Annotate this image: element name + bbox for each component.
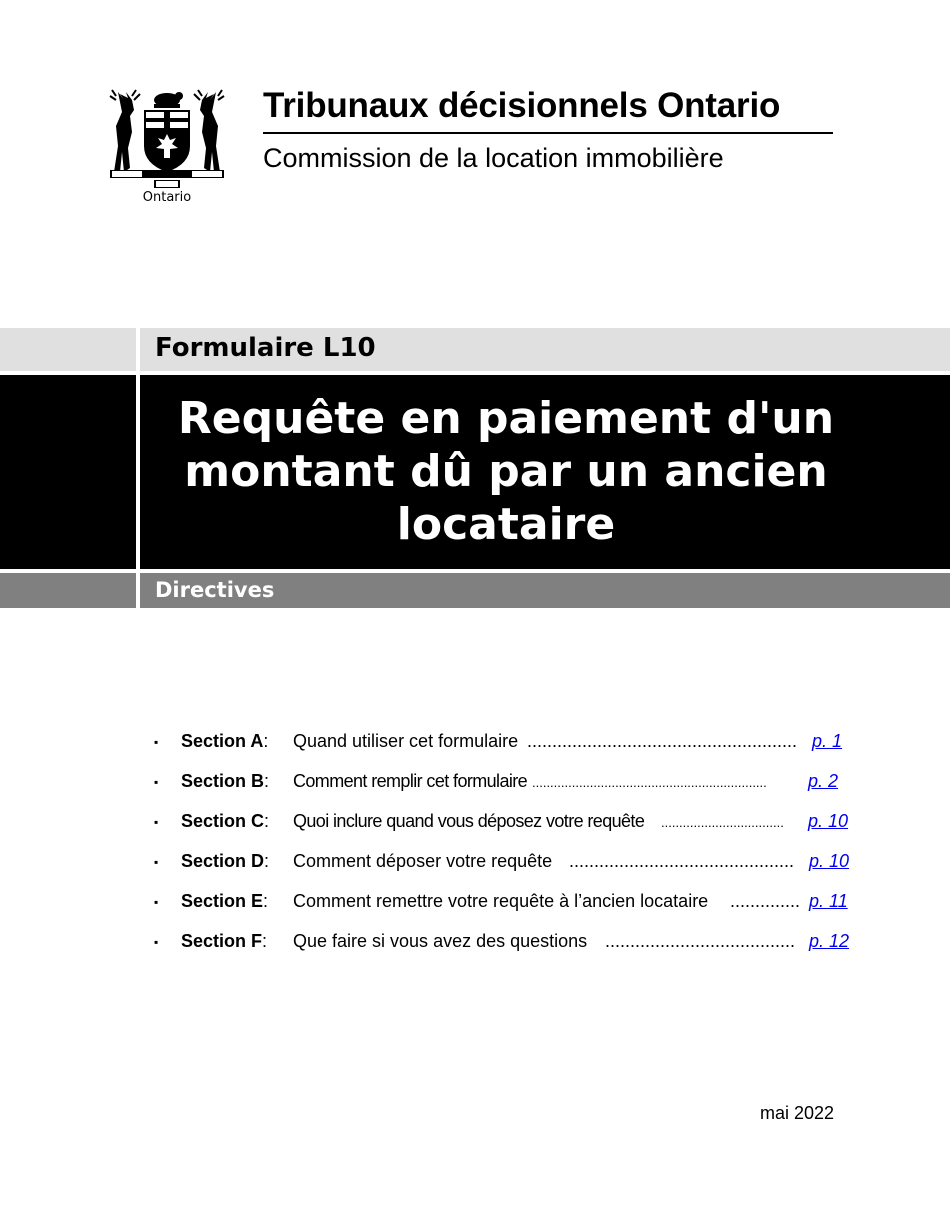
bullet-icon: ▪ xyxy=(154,775,159,789)
toc-page-link[interactable]: p. 2 xyxy=(808,771,839,791)
form-label: Formulaire L10 xyxy=(155,333,376,363)
toc-page-link[interactable]: p. 10 xyxy=(808,811,849,831)
bullet-icon: ▪ xyxy=(154,895,159,909)
bullet-icon: ▪ xyxy=(154,815,159,829)
coat-of-arms-icon xyxy=(108,86,226,190)
toc-page-link[interactable]: p. 11 xyxy=(809,891,848,911)
document-title: Requête en paiement d'un montant dû par un ancien locataire xyxy=(177,393,835,550)
toc-item-section-e xyxy=(150,891,860,931)
toc-item-section-c xyxy=(150,811,860,851)
toc-section-label: Section E: xyxy=(181,891,269,911)
toc-item-section-d xyxy=(150,851,860,891)
toc-section-label: Section C: xyxy=(181,811,270,831)
toc-page-link[interactable]: p. 12 xyxy=(809,931,850,951)
toc-description: Quand utiliser cet formulaire xyxy=(293,731,519,751)
toc-description: Comment remplir cet formulaire xyxy=(293,771,528,791)
bullet-icon: ▪ xyxy=(154,735,159,749)
toc-description: Quoi inclure quand vous déposez votre requête xyxy=(293,811,645,831)
toc-leader-dots: .................................. xyxy=(661,815,784,830)
toc-section-label: Section F: xyxy=(181,931,268,951)
toc-leader-dots: ...................................................... xyxy=(527,731,798,751)
publication-date: mai 2022 xyxy=(760,1103,835,1123)
toc-leader-dots: .............. xyxy=(730,891,801,911)
organization-subtitle: Commission de la location immobilière xyxy=(263,143,724,173)
toc-item-section-a xyxy=(150,731,860,771)
toc-section-label: Section D: xyxy=(181,851,270,871)
toc-section-label: Section A: xyxy=(181,731,269,751)
toc-item-section-f xyxy=(150,931,860,971)
bullet-icon: ▪ xyxy=(154,935,159,949)
crest-label: Ontario xyxy=(142,190,192,205)
directives-band xyxy=(0,573,950,608)
header-divider xyxy=(263,132,833,134)
toc-leader-dots: ............................................. xyxy=(569,851,795,871)
toc-page-link[interactable]: p. 10 xyxy=(809,851,850,871)
form-label-band xyxy=(0,328,950,371)
toc-description: Comment déposer votre requête xyxy=(293,851,553,871)
toc-description: Comment remettre votre requête à l’ancien locataire xyxy=(293,891,709,911)
organization-title: Tribunaux décisionnels Ontario xyxy=(263,86,781,125)
ontario-crest xyxy=(108,86,226,210)
toc-section-label: Section B: xyxy=(181,771,270,791)
directives-label: Directives xyxy=(155,578,275,602)
bullet-icon: ▪ xyxy=(154,855,159,869)
toc-item-section-b xyxy=(150,771,860,811)
toc-page-link[interactable]: p. 1 xyxy=(812,731,843,751)
toc-description: Que faire si vous avez des questions xyxy=(293,931,588,951)
toc-leader-dots: ...................................... xyxy=(605,931,796,951)
toc-leader-dots: ................................................................. xyxy=(532,775,767,790)
